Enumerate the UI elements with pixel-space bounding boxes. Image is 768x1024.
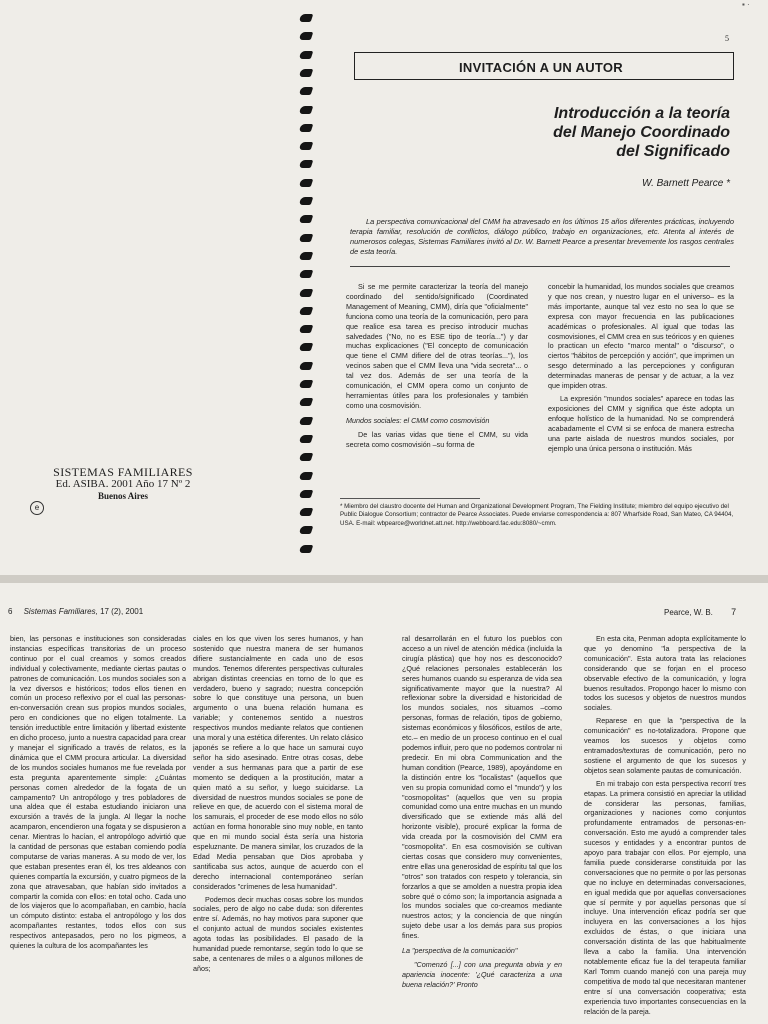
binding-hole — [299, 14, 314, 22]
binding-hole — [299, 142, 314, 150]
binding-hole — [299, 307, 314, 315]
binding-hole — [299, 417, 314, 425]
body-column-1 — [10, 634, 186, 1024]
circled-letter-mark: e — [30, 501, 44, 515]
running-author: Pearce, W. B. — [664, 608, 713, 617]
paragraph: concebir la humanidad, los mundos sociales que creamos y que nos crean, y nuestro lugar en el universo– es la más importante, aunque tal vez esto no sea lo que se expresa con mayor frecuencia en las publicaciones académicas o profesionales. Al igual que todas las cosmovisiones, el CMM crea en sus teóricos y en quienes lo practican un efecto "marco mental" o "discurso", o ciertos "hábitos de percepción y acción", que imprimen un sesgo determinado a las percepciones y configuran determinadas maneras de pensar y de actuar, a la vez que impiden otras. — [548, 282, 734, 391]
title-line-3: del Significado — [616, 143, 730, 160]
running-head-left — [8, 607, 143, 616]
title-line-2: del Manejo Coordinado — [553, 124, 730, 141]
binding-hole — [299, 51, 314, 59]
binding-hole — [299, 215, 314, 223]
binding-hole — [299, 179, 314, 187]
journal-city: Buenos Aires — [97, 491, 149, 501]
paragraph: La expresión "mundos sociales" aparece en todas las exposiciones del CMM y significa que éste adopta un enfoque holístico de la humanidad. No se comprenderá acabadamente el CVM si se enfoca de manera estrecha una parte aislada de nuestros mundos sociales, por ejemplo una única persona o institución. Más — [548, 393, 734, 453]
paragraph: En esta cita, Penman adopta explícitamente lo que yo denomino "la perspectiva de la comunicación". Esta autora trata las relaciones considerando que se forjan en el proceso observable efectivo de la comunicación, y logra buenos resultados. Propongo hacer lo mismo con todos los sucesos y objetos de nuestros mundos sociales. — [584, 634, 746, 713]
paragraph: ciales en los que viven los seres humanos, y han sostenido que nuestra manera de ser humanos difiere sustancialmente en cada uno de esos mundos. Tenemos diferentes perspectivas culturales abrigan distintas creencias en torno de lo que es verdadero, bueno y sagrado; nuestra concepción sobre lo que constituye una persona, un buen argumento o una buena relación humana es variable; y contenemos sentido a nuestros respectivos mundos mediante relatos que contienen una moral y una estética diferentes. Un relato clásico japonés se refiere a lo que hace un samurai cuyo señor ha sido asesinado. Entre otras cosas, debe vender a sus hermanas para que a partir de ese momento se dediquen a la prostitución, matar a quien mató a su señor, y luego suicidarse. La diversidad de nuestros mundos sociales se pone de relieve en que, de acuerdo con el sistema moral de los samurais, el proceder de ese modo ellos no sólo actúan en forma honorable sino muy noble, en tanto que en mi mundo social ésta sería una historia espeluznante. De manera similar, los cruzados de la Edad Media pensaban que Dios aprobaba y santificaba sus actos, aunque de acuerdo con el derecho internacional contemporáneo serían considerados "crímenes de lesa humanidad". — [193, 634, 363, 891]
paragraph: En mi trabajo con esta perspectiva recorrí tres etapas. La primera consistió en apreciar la utilidad de considerar las personas, familias, organizaciones y naciones como conjuntos profundamente entramados de personas-en-conversación. Esto me ayudó a comprender tales sucesos y entidades y a encontrar puntos de apoyo para trabajar con ellos. Por ejemplo, una familia puede considerarse constituida por las conversaciones que no permite o por las personas que no incluye en determinadas conversaciones, en igual medida que por aquellas conversaciones que sí permite y por aquellas personas que sí incluye. Una intervención eficaz podría ser que incluyera en las conversaciones a los hijos excluidos de éstas, o que iniciara una conversación distinta de las que habitualmente lleva a cabo la familia. Una intervención notablemente eficaz fue la del terapeuta familiar Karl Tomm cuando manejó con una pareja muy competitiva de modo tal que necesitaran mantener entre sí una conversación cooperativa; esta experiencia tuvo importantes consecuencias en la relación de la pareja. — [584, 778, 746, 1016]
section-label-box: INVITACIÓN A UN AUTOR — [354, 52, 734, 80]
intro-column-right — [548, 282, 734, 497]
binding-hole — [299, 545, 314, 553]
paragraph: bien, las personas e instituciones son consideradas instancias específicas transitorias de un proceso continuo por el cual creamos y somos creados individual y colectivamente, mediante ciertas pautas o patrones de comunicación. Los mundos sociales son a la vez diversos e históricos; todos ellos tienen en común un proceso reflexivo por el cual las personas-en-conversación crean sus propios mundos sociales, pero en condiciones que no eligen totalmente. La tensión irreductible entre limitación y libertad existente en dicho proceso, junto a nuestra capacidad para crear y manejar el significado a través de relatos, es la dinámica que el CMM procura articular. La diversidad de los mundos sociales humanos me fue revelada por esta pregunta aparentemente simple: ¿Cuántas personas comen alrededor de la fogata de un campamento? Un antropólogo y tres pobladores de una aldea que él estaba estudiando iniciaron una excursión a través de la jungla. Al llegar la noche acamparon, encendieron una fogata y se dispusieron a cenar. Mientras lo hacían, el antropólogo advirtió que la cantidad de personas que estaban comiendo podía computarse de varias maneras. A su modo de ver, los que estaban presentes eran él, los tres aldeanos con quienes compartía la excursión, y cuatro pigmeos de la zona que atravesaban, que habían sido invitados a compartir la comida con ellos: en total ocho. Cada uno de los viajeros que lo acompañaban, en cambio, hacía un cómputo distinto: estaba el antropólogo y los dos acompañantes restantes, todos ellos con sus respectivos antepasados, pero no los pigmeos, a quienes la cultura de los acompañantes les — [10, 634, 186, 951]
subheading: La "perspectiva de la comunicación" — [402, 946, 518, 956]
left-page-number: 6 — [8, 607, 13, 616]
binding-hole — [299, 490, 314, 498]
binding-hole — [299, 197, 314, 205]
abstract: La perspectiva comunicacional del CMM ha atravesado en los últimos 15 años diferentes prácticas, incluyendo terapia familiar, resolución de conflictos, diálogo público, trabajo en organizaciones, etc. Atenta al interés de numerosos colegas, Sistemas Familiares invitó al Dr. W. Barnett Pearce a presentar brevemente los rasgos centrales de esta teoría. — [350, 217, 734, 256]
journal-stamp — [28, 466, 218, 502]
footnote-rule — [340, 498, 480, 499]
binding-hole — [299, 398, 314, 406]
block-quote: "Comenzó [...] con una pregunta obvia y en apariencia inocente: '¿Qué caracteriza a una buena relación?' Pronto — [402, 960, 562, 989]
page-corner-mark: ▪ · — [742, 0, 750, 9]
body-column-2 — [193, 634, 363, 1024]
paragraph: Si se me permite caracterizar la teoría del manejo coordinado del sentido/significado (Coordinated Management of Meaning, CMM), diría que "oficialmente" funciona como una teoría de la comunicación, pero para que realice esa tarea es preciso introducir muchas salvedades ("No, no es ESE tipo de teoría...") y dar muchas explicaciones ("El concepto de comunicación que tiene el CMM difiere del de otras teorías..."), los vecinos saben que el CMM lleva una "vida secreta"... o tal vez dos. Además de ser una teoría de la comunicación, el CMM opera como un conjunto de herramientas útiles para los profesionales y también como una cosmovisión. — [346, 282, 528, 410]
binding-hole — [299, 453, 314, 461]
paragraph: Podemos decir muchas cosas sobre los mundos sociales, pero de algo no cabe duda: son diferentes entre sí. Además, no hay motivos para suponer que el conjunto actual de mundos sociales existentes agota todas las posibilidades. El pasado de la humanidad puede remontarse, según todo lo que se sabe, a centenares de miles o a algunos millones de años; — [193, 894, 363, 973]
author-name: W. Barnett Pearce * — [642, 178, 730, 189]
binding-hole — [299, 270, 314, 278]
abstract-divider — [350, 266, 730, 267]
journal-edition: Ed. ASIBA. 2001 Año 17 Nº 2 — [55, 478, 191, 490]
binding-hole — [299, 124, 314, 132]
binding-hole — [299, 252, 314, 260]
running-head-right — [664, 607, 736, 617]
binding-hole — [299, 32, 314, 40]
binding-hole — [299, 234, 314, 242]
binding-hole — [299, 362, 314, 370]
page-gap — [0, 575, 768, 583]
running-journal-name: Sistemas Familiares, — [23, 607, 98, 616]
binding-hole — [299, 508, 314, 516]
journal-name: SISTEMAS FAMILIARES — [53, 465, 193, 479]
binding-hole — [299, 472, 314, 480]
right-page-number: 7 — [731, 607, 737, 617]
title-line-1: Introducción a la teoría — [553, 105, 730, 122]
subheading: Mundos sociales: el CMM como cosmovisión — [346, 415, 490, 425]
paragraph: ral desarrollarán en el futuro los pueblos con acceso a un nivel de atención médica (incluida la cirugía plástica) que hoy nos es desconocido? ¿Qué relaciones personales establecerán los seres humanos cuando su esperanza de vida sea significativamente mayor que la nuestra? Al reflexionar sobre la diversidad e historicidad de los mundos sociales, nos situamos –como personas, formas de relación, tipos de gobierno, sistemas económicos y filosóficos, estilos de arte, etc.– en medio de un proceso continuo en el cual podemos influir, pero que no podemos controlar ni predecir. En mi obra Communication and the human condition (Pearce, 1989), apoyándome en la distinción entre los "localistas" (aquellos que ven su propia comunidad como el "mundo") y los "cosmopolitas" (aquellos que ven su propia comunidad como una entre muchas en un mundo diversificado que se extiende más allá del horizonte visible), procuré explicar la forma de vida creada por la cosmovisión del CMM era "cosmopolita". En esa cosmovisión se cultivan ciertas cosas que considero muy convenientes, entre ellas una generosidad de espíritu tal que los "otros" son tratados con respeto y tolerancia, sin forzarlos a que se amolden a nuestra propia idea sobre qué o cómo son; la importancia asignada a los mundos sociales que co-creamos mediante nuestros actos; y la conciencia de que ningún sujeto debe usar a los demás para sus propios fines. — [402, 634, 562, 941]
running-issue: 17 (2), 2001 — [100, 607, 144, 616]
paragraph: De las varias vidas que tiene el CMM, su vida secreta como cosmovisión –su forma de — [346, 429, 528, 449]
binding-hole — [299, 69, 314, 77]
body-column-4 — [584, 634, 746, 1024]
author-footnote: * Miembro del claustro docente del Human and Organizational Development Program, The Fielding Institute; miembro del equipo ejecutivo del Public Dialogue Consortium; contractor de Pearce Associates. Puede enviarse correspondencia a: 807 Wharfside Road, San Mateo, CA 94404, USA. E-mail: wbpearce@worldnet.att.net. http://webboard.fac.edu:8080/~cmm. — [340, 503, 734, 527]
binding-hole — [299, 343, 314, 351]
binding-hole — [299, 325, 314, 333]
binding-hole — [299, 289, 314, 297]
binding-hole — [299, 380, 314, 388]
binding-hole — [299, 526, 314, 534]
intro-column-left — [346, 282, 528, 497]
page-number-top: 5 — [725, 34, 729, 43]
binding-hole — [299, 87, 314, 95]
spiral-binding — [296, 0, 320, 560]
paragraph: Reparese en que la "perspectiva de la comunicación" es no-totalizadora. Propone que veamos los sucesos y objetos como entramados/texturas de comunicación, pero no sostiene el argumento de que los sucesos y objetos sean solamente pautas de comunicación. — [584, 716, 746, 775]
binding-hole — [299, 106, 314, 114]
body-column-3 — [402, 634, 562, 1024]
binding-hole — [299, 160, 314, 168]
binding-hole — [299, 435, 314, 443]
article-title — [520, 104, 730, 161]
